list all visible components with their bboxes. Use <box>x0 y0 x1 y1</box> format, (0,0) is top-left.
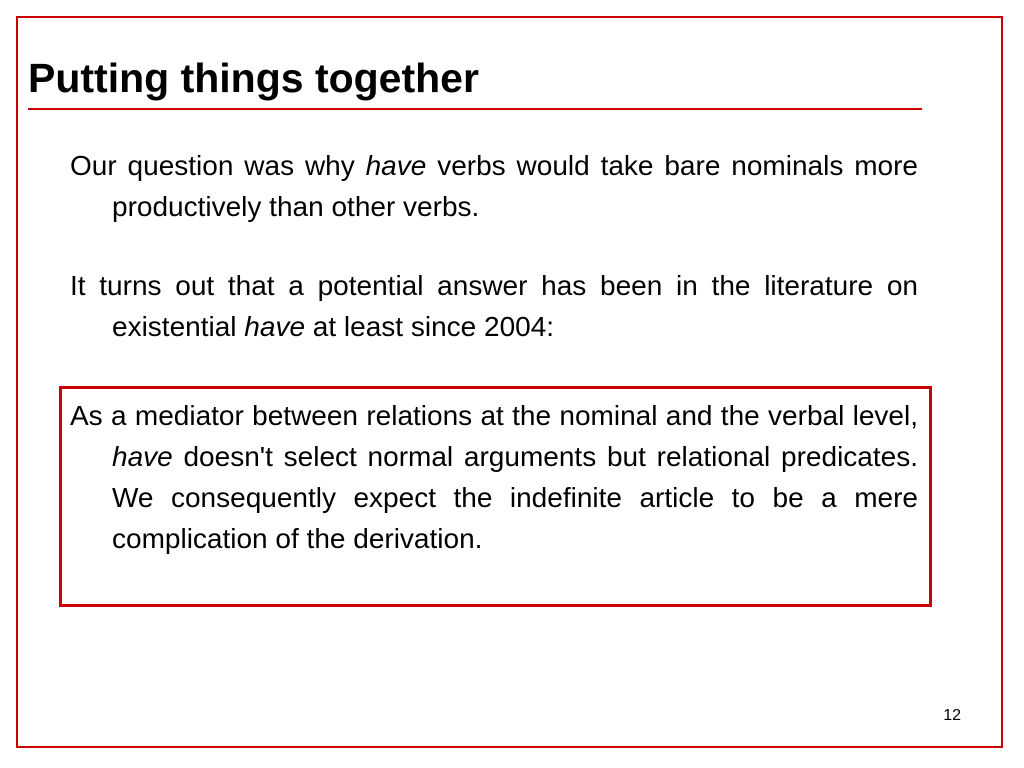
slide-frame <box>16 16 1003 748</box>
slide-title: Putting things together <box>28 55 479 101</box>
quote-emphasis: have <box>112 441 173 472</box>
page-number: 12 <box>943 707 961 724</box>
paragraph-question-text-start: Our question was why <box>70 150 366 181</box>
paragraph-answer-text-end: at least since 2004: <box>305 311 555 342</box>
paragraph-question-emphasis: have <box>365 150 427 181</box>
paragraph-question-text-end: verbs would take bare nominals more productively than other verbs. <box>112 150 918 222</box>
paragraph-answer-emphasis: have <box>244 311 306 342</box>
paragraph-answer-text-start: It turns out that a potential answer has been in the literature on existential <box>70 270 918 342</box>
paragraph-answer <box>70 265 918 347</box>
quote-text-end: doesn't select normal arguments but relational predicates. We consequently expect the indefinite article to be a mere complication of the derivation. <box>112 441 918 554</box>
title-divider <box>28 108 922 110</box>
quote-text <box>70 395 918 559</box>
quote-text-start: As a mediator between relations at the nominal and the verbal level, <box>70 400 918 431</box>
paragraph-question <box>70 145 918 227</box>
